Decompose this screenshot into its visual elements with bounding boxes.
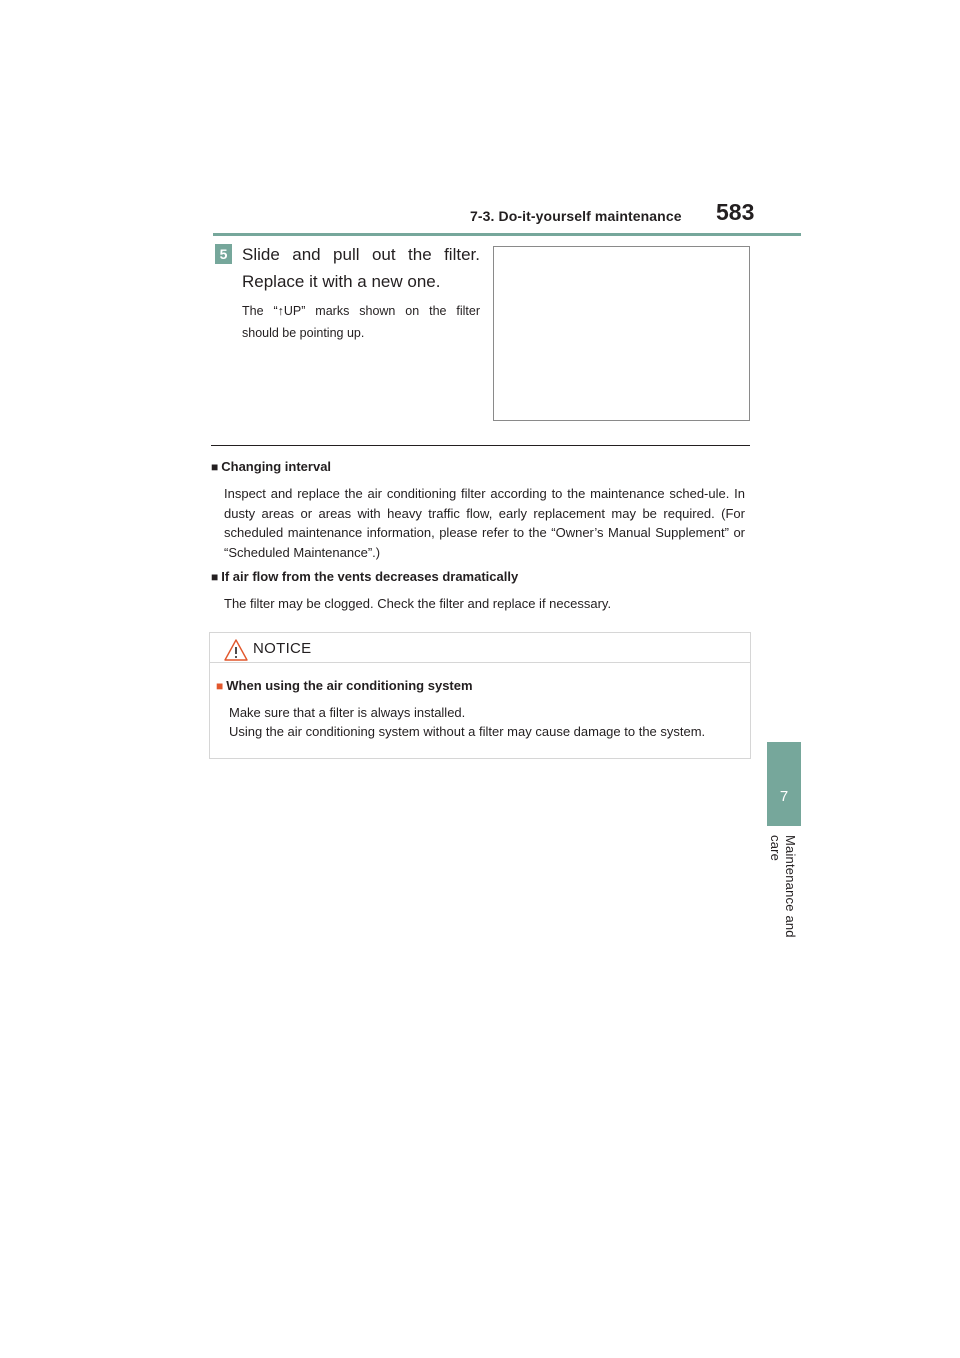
chapter-label: Maintenance and care: [768, 835, 798, 938]
filter-illustration-frame: [493, 246, 750, 421]
section-title: 7-3. Do-it-yourself maintenance: [470, 208, 682, 224]
step-instruction-line: Replace it with a new one.: [242, 272, 441, 291]
square-bullet-icon: ■: [211, 570, 219, 584]
square-bullet-icon: ■: [211, 460, 219, 474]
notice-header-rule: [210, 662, 750, 663]
chapter-number: 7: [779, 788, 789, 805]
step-note-line: The “↑UP” marks shown on the filter: [242, 304, 480, 318]
notice-heading-text: When using the air conditioning system: [226, 678, 473, 693]
step-note: [242, 300, 480, 344]
notice-heading: [216, 678, 473, 693]
info-heading: [211, 569, 518, 584]
step-number-badge: 5: [215, 244, 232, 264]
page-number: 583: [716, 199, 755, 225]
section-divider: [211, 445, 750, 446]
notice-text: Make sure that a filter is always installed.: [229, 705, 466, 720]
step-note-line: should be pointing up.: [242, 326, 365, 340]
info-heading: [211, 459, 331, 474]
info-heading-text: If air flow from the vents decreases dramatically: [221, 569, 519, 584]
chapter-tab: [767, 742, 801, 826]
warning-triangle-icon: [224, 638, 248, 662]
step-instruction: [242, 241, 480, 295]
notice-text: Using the air conditioning system without a filter may cause damage to the system.: [229, 724, 706, 739]
info-heading-text: Changing interval: [221, 459, 332, 474]
info-body: Inspect and replace the air conditioning filter according to the maintenance sched-ule. In dusty areas or areas with heavy traffic flow, early replacement may be required. (For scheduled maintenance information, please refer to the “Owner’s Manual Supplement” or “Scheduled Maintenance”.): [224, 486, 745, 560]
info-body: The filter may be clogged. Check the filter and replace if necessary.: [224, 596, 612, 611]
step-instruction-line: Slide and pull out the filter.: [242, 245, 480, 264]
header-rule: [213, 233, 801, 236]
notice-title: NOTICE: [253, 640, 312, 657]
square-bullet-icon: ■: [216, 679, 224, 693]
